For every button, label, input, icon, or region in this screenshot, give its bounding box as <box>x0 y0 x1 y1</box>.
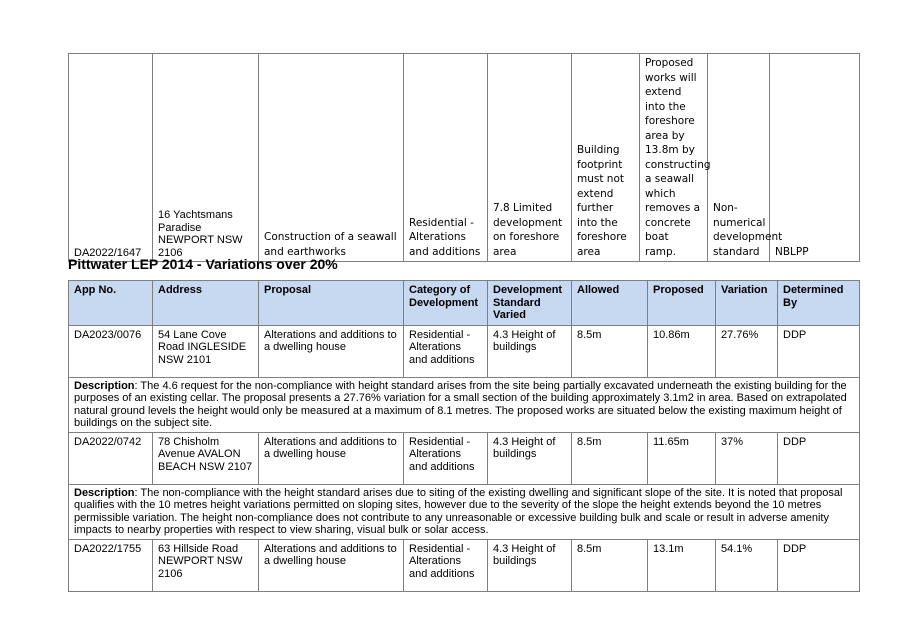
description-cell <box>69 377 860 432</box>
allowed-cell: Building footprint must not extend further into the foreshore area <box>572 54 640 262</box>
variations-table <box>68 280 860 592</box>
description-row <box>69 377 860 432</box>
app-no-cell: DA2022/1647 <box>69 54 153 262</box>
determined-cell: DDP <box>778 432 860 484</box>
header-category: Category of Development <box>404 281 488 326</box>
table-row <box>69 54 860 262</box>
category-cell: Residential - Alterations and additions <box>404 325 488 377</box>
proposed-cell: 13.1m <box>648 539 716 591</box>
header-app-no: App No. <box>69 281 153 326</box>
variation-cell: 54.1% <box>716 539 778 591</box>
header-determined: Determined By <box>778 281 860 326</box>
variation-cell: 37% <box>716 432 778 484</box>
address-cell: 54 Lane Cove Road INGLESIDE NSW 2101 <box>153 325 259 377</box>
allowed-cell: 8.5m <box>572 325 648 377</box>
table-row <box>69 539 860 591</box>
previous-variations-table <box>68 53 860 262</box>
description-cell <box>69 484 860 539</box>
category-cell: Residential - Alterations and additions <box>404 539 488 591</box>
table-row <box>69 432 860 484</box>
standard-cell: 4.3 Height of buildings <box>488 325 572 377</box>
standard-cell: 4.3 Height of buildings <box>488 432 572 484</box>
header-address: Address <box>153 281 259 326</box>
variation-cell: 27.76% <box>716 325 778 377</box>
description-label: Description <box>74 486 135 499</box>
category-cell: Residential - Alterations and additions <box>404 54 488 262</box>
proposal-cell: Alterations and additions to a dwelling house <box>259 325 404 377</box>
header-row <box>69 281 860 326</box>
address-cell: 63 Hillside Road NEWPORT NSW 2106 <box>153 539 259 591</box>
description-label: Description <box>74 379 135 392</box>
address-cell: 78 Chisholm Avenue AVALON BEACH NSW 2107 <box>153 432 259 484</box>
section-title: Pittwater LEP 2014 - Variations over 20% <box>68 256 338 272</box>
proposed-cell: 10.86m <box>648 325 716 377</box>
determined-cell: NBLPP <box>770 54 860 262</box>
description-text: : The 4.6 request for the non-compliance with height standard arises from the site being partially excavated underneath the existing building for the purposes of an existing cellar. The proposal presents a 27.76% variation for a small section of the building approximately 3.1m2 in area. Based on extrapolated natural ground levels the height would only be measured at a maximum of 8.1 metres. The proposed works are situated below the existing maximum height of buildings on the subject site. <box>74 379 847 429</box>
allowed-cell: 8.5m <box>572 539 648 591</box>
proposal-cell: Alterations and additions to a dwelling house <box>259 539 404 591</box>
header-allowed: Allowed <box>572 281 648 326</box>
determined-cell: DDP <box>778 539 860 591</box>
standard-cell: 4.3 Height of buildings <box>488 539 572 591</box>
category-cell: Residential - Alterations and additions <box>404 432 488 484</box>
description-text: : The non-compliance with the height standard arises due to siting of the existing dwelling and significant slope of the site. It is noted that proposal qualifies with the 10 metres height variations permitted on sloping sites, however due to the severity of the slope the height extends beyond the 10 metres permissible variation. The height non-compliance does not contribute to any unreasonable or excessive building bulk and scale or result in adverse amenity impacts to nearby properties with respect to view sharing, visual bulk or solar access. <box>74 486 843 536</box>
description-row <box>69 484 860 539</box>
app-no-cell: DA2022/0742 <box>69 432 153 484</box>
proposed-cell: 11.65m <box>648 432 716 484</box>
app-no-cell: DA2023/0076 <box>69 325 153 377</box>
proposal-cell: Construction of a seawall and earthworks <box>259 54 404 262</box>
header-standard: Development Standard Varied <box>488 281 572 326</box>
variation-cell: Non-numerical development standard <box>708 54 770 262</box>
app-no-cell: DA2022/1755 <box>69 539 153 591</box>
proposed-cell: Proposed works will extend into the foreshore area by 13.8m by constructing a seawall which removes a concrete boat ramp. <box>640 54 708 262</box>
allowed-cell: 8.5m <box>572 432 648 484</box>
proposal-cell: Alterations and additions to a dwelling house <box>259 432 404 484</box>
header-proposal: Proposal <box>259 281 404 326</box>
address-cell: 16 Yachtsmans Paradise NEWPORT NSW 2106 <box>153 54 259 262</box>
standard-cell: 7.8 Limited development on foreshore area <box>488 54 572 262</box>
header-variation: Variation <box>716 281 778 326</box>
table-row <box>69 325 860 377</box>
header-proposed: Proposed <box>648 281 716 326</box>
determined-cell: DDP <box>778 325 860 377</box>
